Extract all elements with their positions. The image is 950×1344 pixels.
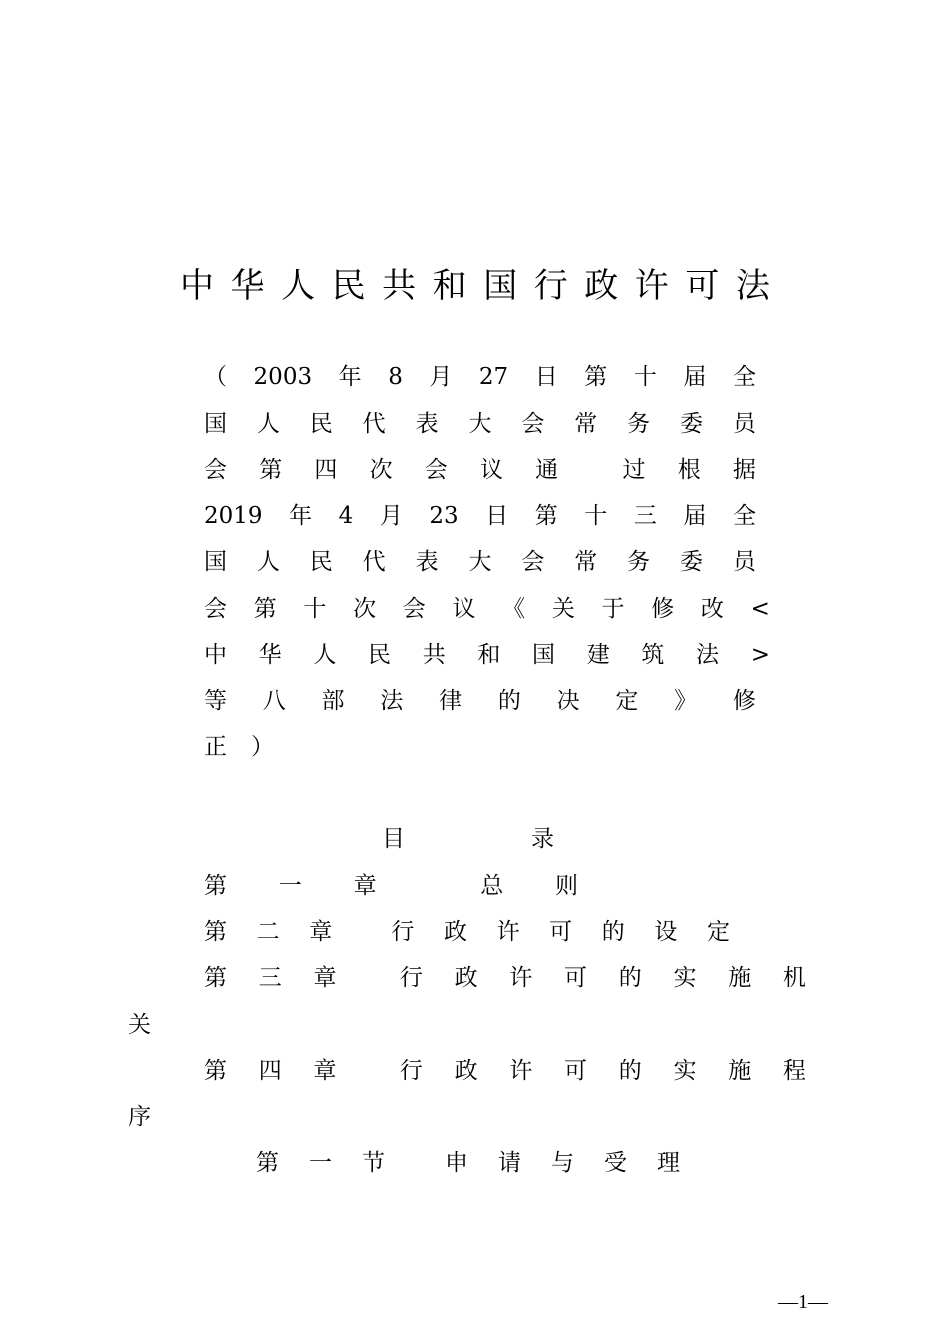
text-token: 二 bbox=[256, 919, 280, 945]
text-token: 通 bbox=[535, 457, 559, 483]
text-token: 正 bbox=[204, 734, 227, 760]
text-token: （ bbox=[204, 364, 227, 390]
preamble-line-8 bbox=[204, 686, 756, 716]
title-char: 共 bbox=[382, 266, 417, 306]
text-token: 可 bbox=[549, 919, 573, 945]
text-token: 修 bbox=[732, 688, 756, 714]
text-token: 表 bbox=[415, 549, 439, 575]
text-token: 会 bbox=[204, 457, 227, 483]
text-token: 代 bbox=[362, 549, 386, 575]
text-token: 民 bbox=[309, 411, 333, 437]
text-token: 关 bbox=[128, 1012, 151, 1038]
title-char: 民 bbox=[331, 266, 366, 306]
title-char: 中 bbox=[180, 266, 214, 306]
title-char: 许 bbox=[634, 266, 669, 306]
text-token: 人 bbox=[256, 411, 280, 437]
text-token: 民 bbox=[368, 642, 392, 668]
text-token: 的 bbox=[618, 1058, 642, 1084]
text-token: 实 bbox=[673, 965, 697, 991]
text-token: 的 bbox=[601, 919, 625, 945]
text-token: 行 bbox=[399, 965, 423, 991]
text-token: 行 bbox=[399, 1058, 423, 1084]
text-token: 施 bbox=[728, 965, 752, 991]
text-token: 年 bbox=[289, 503, 313, 529]
text-token: 部 bbox=[321, 688, 345, 714]
text-token: 第 bbox=[534, 503, 558, 529]
text-token: 定 bbox=[615, 688, 639, 714]
text-token: 共 bbox=[422, 642, 446, 668]
preamble-line-1 bbox=[204, 362, 756, 392]
text-token: 律 bbox=[439, 688, 463, 714]
text-token: 日 bbox=[534, 364, 558, 390]
text-token: 议 bbox=[452, 596, 476, 622]
toc-line-1 bbox=[204, 871, 578, 901]
text-token: 议 bbox=[479, 457, 503, 483]
text-token: 次 bbox=[369, 457, 393, 483]
text-token: 筑 bbox=[641, 642, 665, 668]
text-token: > bbox=[750, 642, 770, 668]
text-token: 会 bbox=[424, 457, 448, 483]
text-token: 设 bbox=[654, 919, 678, 945]
text-token: 人 bbox=[313, 642, 337, 668]
text-token: 政 bbox=[443, 919, 467, 945]
text-token: 则 bbox=[554, 873, 578, 899]
text-token: 政 bbox=[454, 1058, 478, 1084]
text-token: 会 bbox=[521, 549, 545, 575]
title-char: 人 bbox=[281, 266, 316, 306]
title-char: 行 bbox=[533, 266, 568, 306]
text-token: 务 bbox=[627, 411, 651, 437]
text-token: 可 bbox=[564, 965, 588, 991]
text-token: 可 bbox=[564, 1058, 588, 1084]
text-token: 施 bbox=[728, 1058, 752, 1084]
title-char: 和 bbox=[432, 266, 467, 306]
text-token: 委 bbox=[680, 411, 704, 437]
text-token: 程 bbox=[782, 1058, 806, 1084]
text-token: 一 bbox=[278, 873, 302, 899]
text-token: 总 bbox=[480, 873, 504, 899]
text-token: 民 bbox=[309, 549, 333, 575]
text-token: 次 bbox=[353, 596, 377, 622]
text-token: 届 bbox=[683, 364, 707, 390]
text-token: 大 bbox=[468, 549, 492, 575]
text-token: 日 bbox=[485, 503, 509, 529]
text-token: 过 bbox=[622, 457, 646, 483]
text-token: 章 bbox=[313, 965, 337, 991]
toc-heading bbox=[382, 824, 554, 854]
text-token: 改 bbox=[700, 596, 724, 622]
text-token: 法 bbox=[380, 688, 404, 714]
preamble-line-7 bbox=[204, 640, 770, 670]
preamble-line-6 bbox=[204, 594, 770, 624]
text-token: 八 bbox=[262, 688, 286, 714]
text-token: 月 bbox=[429, 364, 453, 390]
text-token: 理 bbox=[657, 1150, 680, 1176]
title-char: 可 bbox=[685, 266, 720, 306]
text-token: 行 bbox=[391, 919, 415, 945]
text-token: 华 bbox=[258, 642, 282, 668]
text-token: 务 bbox=[627, 549, 651, 575]
text-token: 月 bbox=[379, 503, 403, 529]
text-token: 会 bbox=[402, 596, 426, 622]
text-token: 据 bbox=[732, 457, 756, 483]
toc-line-5 bbox=[204, 1056, 806, 1086]
toc-line-2 bbox=[204, 917, 730, 947]
text-token: 第 bbox=[204, 919, 227, 945]
preamble-line-4 bbox=[204, 501, 756, 531]
toc-line-6 bbox=[128, 1102, 158, 1132]
text-token: 四 bbox=[314, 457, 338, 483]
text-token: 23 bbox=[429, 503, 459, 529]
text-token: 受 bbox=[604, 1150, 627, 1176]
text-token: 机 bbox=[782, 965, 806, 991]
text-token: 修 bbox=[651, 596, 675, 622]
text-token: 四 bbox=[258, 1058, 282, 1084]
text-token: 第 bbox=[259, 457, 283, 483]
text-token: 第 bbox=[256, 1150, 279, 1176]
text-token: 实 bbox=[673, 1058, 697, 1084]
text-token: 节 bbox=[362, 1150, 385, 1176]
text-token: 员 bbox=[732, 411, 756, 437]
text-token: 第 bbox=[204, 873, 227, 899]
document-title bbox=[180, 266, 770, 306]
title-char: 国 bbox=[483, 266, 518, 306]
text-token: 十 bbox=[303, 596, 327, 622]
text-token: 第 bbox=[253, 596, 277, 622]
text-token: 国 bbox=[204, 549, 227, 575]
text-token: 等 bbox=[204, 688, 227, 714]
text-token: 根 bbox=[677, 457, 701, 483]
text-token: 8 bbox=[388, 364, 403, 390]
text-token: 定 bbox=[706, 919, 730, 945]
text-token: 《 bbox=[502, 596, 526, 622]
title-char: 华 bbox=[230, 266, 265, 306]
text-token: 决 bbox=[556, 688, 580, 714]
text-token: 全 bbox=[732, 503, 756, 529]
text-token: 第 bbox=[204, 1058, 227, 1084]
preamble-line-3 bbox=[204, 455, 756, 485]
title-char: 政 bbox=[584, 266, 619, 306]
text-token: 会 bbox=[204, 596, 227, 622]
text-token: 》 bbox=[674, 688, 698, 714]
text-token: 国 bbox=[204, 411, 227, 437]
text-token: 十 bbox=[584, 503, 608, 529]
text-token: 27 bbox=[478, 364, 509, 390]
text-token: 三 bbox=[258, 965, 282, 991]
text-token: 会 bbox=[521, 411, 545, 437]
text-token: 请 bbox=[498, 1150, 521, 1176]
text-token: 的 bbox=[618, 965, 642, 991]
text-token: 第 bbox=[204, 965, 227, 991]
text-token: 政 bbox=[454, 965, 478, 991]
preamble-line-5 bbox=[204, 547, 756, 577]
text-token: 章 bbox=[309, 919, 333, 945]
text-token: 章 bbox=[313, 1058, 337, 1084]
text-token: 第 bbox=[584, 364, 608, 390]
text-token: 委 bbox=[680, 549, 704, 575]
title-char: 法 bbox=[735, 266, 770, 306]
text-token: 申 bbox=[445, 1150, 468, 1176]
text-token: 十 bbox=[633, 364, 657, 390]
text-token: 和 bbox=[477, 642, 501, 668]
text-token: 建 bbox=[586, 642, 610, 668]
text-token: 许 bbox=[509, 1058, 533, 1084]
text-token: 的 bbox=[497, 688, 521, 714]
toc-line-7 bbox=[256, 1148, 680, 1178]
text-token: 年 bbox=[338, 364, 362, 390]
text-token: 于 bbox=[601, 596, 625, 622]
text-token: 许 bbox=[496, 919, 520, 945]
text-token: 国 bbox=[532, 642, 556, 668]
text-token: 员 bbox=[732, 549, 756, 575]
text-token: 许 bbox=[509, 965, 533, 991]
text-token: 届 bbox=[683, 503, 707, 529]
text-token: 关 bbox=[551, 596, 575, 622]
text-token: 法 bbox=[696, 642, 720, 668]
preamble-line-2 bbox=[204, 409, 756, 439]
text-token: 全 bbox=[732, 364, 756, 390]
text-token: ） bbox=[251, 734, 274, 760]
page-number: —1— bbox=[778, 1291, 828, 1313]
text-token: 中 bbox=[204, 642, 227, 668]
text-token: 目 bbox=[382, 826, 405, 852]
text-token: 一 bbox=[309, 1150, 332, 1176]
text-token: 2003 bbox=[253, 364, 313, 390]
text-token: 常 bbox=[574, 411, 598, 437]
text-token: 序 bbox=[128, 1104, 151, 1130]
text-token: 2019 bbox=[204, 503, 263, 529]
text-token: 章 bbox=[353, 873, 377, 899]
text-token: 与 bbox=[551, 1150, 574, 1176]
text-token: 录 bbox=[531, 826, 554, 852]
toc-line-3 bbox=[204, 963, 806, 993]
toc-line-4 bbox=[128, 1010, 158, 1040]
text-token: 代 bbox=[362, 411, 386, 437]
text-token: 人 bbox=[256, 549, 280, 575]
preamble-line-9 bbox=[204, 732, 274, 762]
text-token: 4 bbox=[338, 503, 354, 529]
text-token: < bbox=[750, 596, 770, 622]
text-token: 大 bbox=[468, 411, 492, 437]
text-token: 常 bbox=[574, 549, 598, 575]
text-token: 三 bbox=[633, 503, 657, 529]
text-token: 表 bbox=[415, 411, 439, 437]
